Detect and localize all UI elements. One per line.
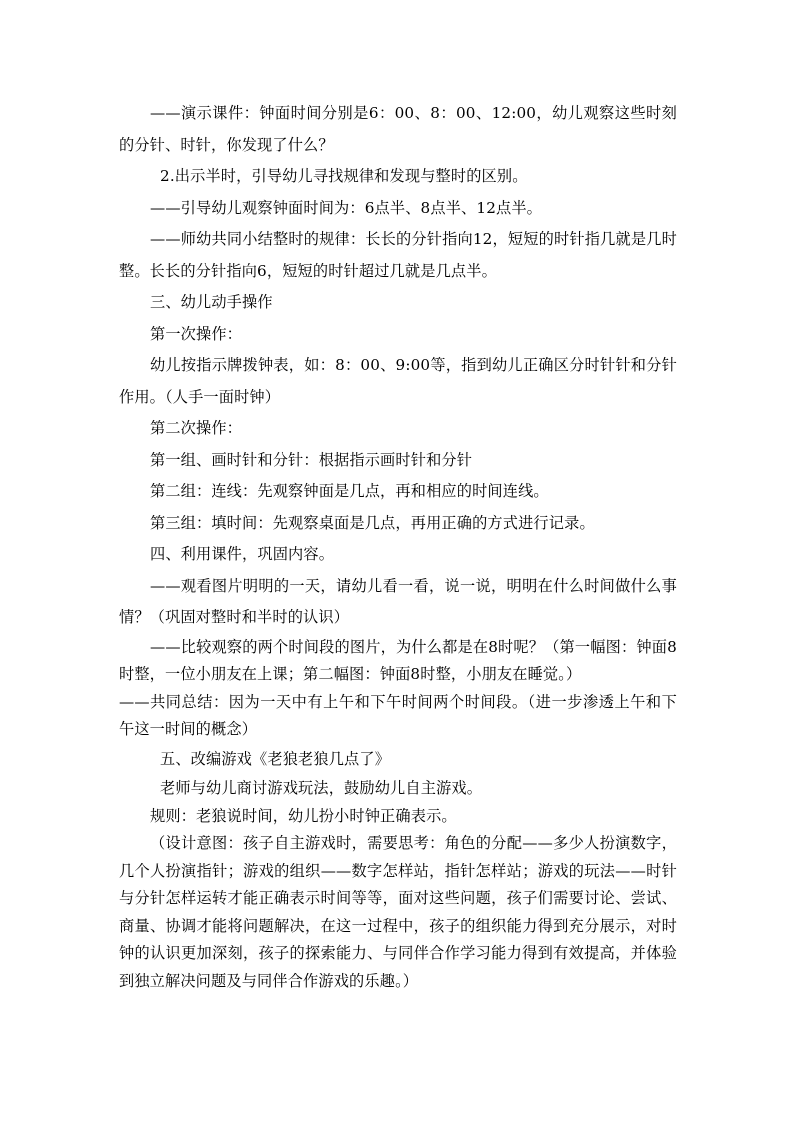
document-body: [119, 98, 677, 995]
heading-section-five: 五、改编游戏《老狼老狼几点了》: [160, 749, 391, 768]
paragraph-courseware-demo: ——演示课件：钟面时间分别是6：00、8：00、12:00，幼儿观察这些时刻的分针、时针，你发现了什么？: [119, 104, 677, 154]
paragraph-observe-half: ——引导幼儿观察钟面时间为：6点半、8点半、12点半。: [150, 198, 543, 217]
paragraph-compare-pictures: ——比较观察的两个时间段的图片，为什么都是在8时呢？（第一幅图：钟面8时整，一位小朋友在上课；第二幅图：钟面8时整，小朋友在睡觉。）: [119, 637, 677, 683]
paragraph-group-three: 第三组：填时间：先观察桌面是几点，再用正确的方式进行记录。: [150, 513, 595, 532]
paragraph-summary-rule: ——师幼共同小结整时的规律：长长的分针指向12，短短的时针指几就是几时整。长长的分针指向6，短短的时针超过几就是几点半。: [119, 230, 677, 280]
heading-first-operation: 第一次操作：: [150, 324, 243, 343]
heading-section-three: 三、幼儿动手操作: [150, 293, 273, 311]
paragraph-discuss-game: 老师与幼儿商讨游戏玩法，鼓励幼儿自主游戏。: [160, 779, 483, 797]
paragraph-common-summary: ——共同总结：因为一天中有上午和下午时间两个时间段。（进一步渗透上午和下午这一时间的概念）: [119, 692, 677, 738]
heading-section-four: 四、利用课件，巩固内容。: [150, 545, 335, 563]
paragraph-group-two: 第二组：连线：先观察钟面是几点，再和相应的时间连线。: [150, 482, 549, 500]
paragraph-rules: 规则：老狼说时间，幼儿扮小时钟正确表示。: [150, 806, 457, 825]
paragraph-group-one: 第一组、画时针和分针：根据指示画时针和分针: [150, 450, 473, 469]
paragraph-half-hour: 2.出示半时，引导幼儿寻找规律和发现与整时的区别。: [160, 167, 528, 185]
paragraph-mingming-day: ——观看图片明明的一天，请幼儿看一看，说一说，明明在什么时间做什么事情？（巩固对整时和半时的认识）: [119, 576, 677, 626]
heading-second-operation: 第二次操作：: [150, 419, 243, 437]
paragraph-design-intent: （设计意图：孩子自主游戏时，需要思考：角色的分配——多少人扮演数字，几个人扮演指针；游戏的组织——数字怎样站，指针怎样站；游戏的玩法——时针与分针怎样运转才能正确表示时间等等，面对这些问题，孩子们需要讨论、尝试、商量、协调才能将问题解决，在这一过程中，孩子的组织能力得到充分展示，对时钟的认识更加深刻，孩子的探索能力、与同伴合作学习能力得到有效提高，并体验到独立解决问题及与同伴合作游戏的乐趣。）: [119, 834, 677, 990]
paragraph-first-operation: 幼儿按指示牌拨钟表，如：8：00、9:00等，指到幼儿正确区分时针针和分针作用。（人手一面时钟）: [119, 356, 677, 406]
